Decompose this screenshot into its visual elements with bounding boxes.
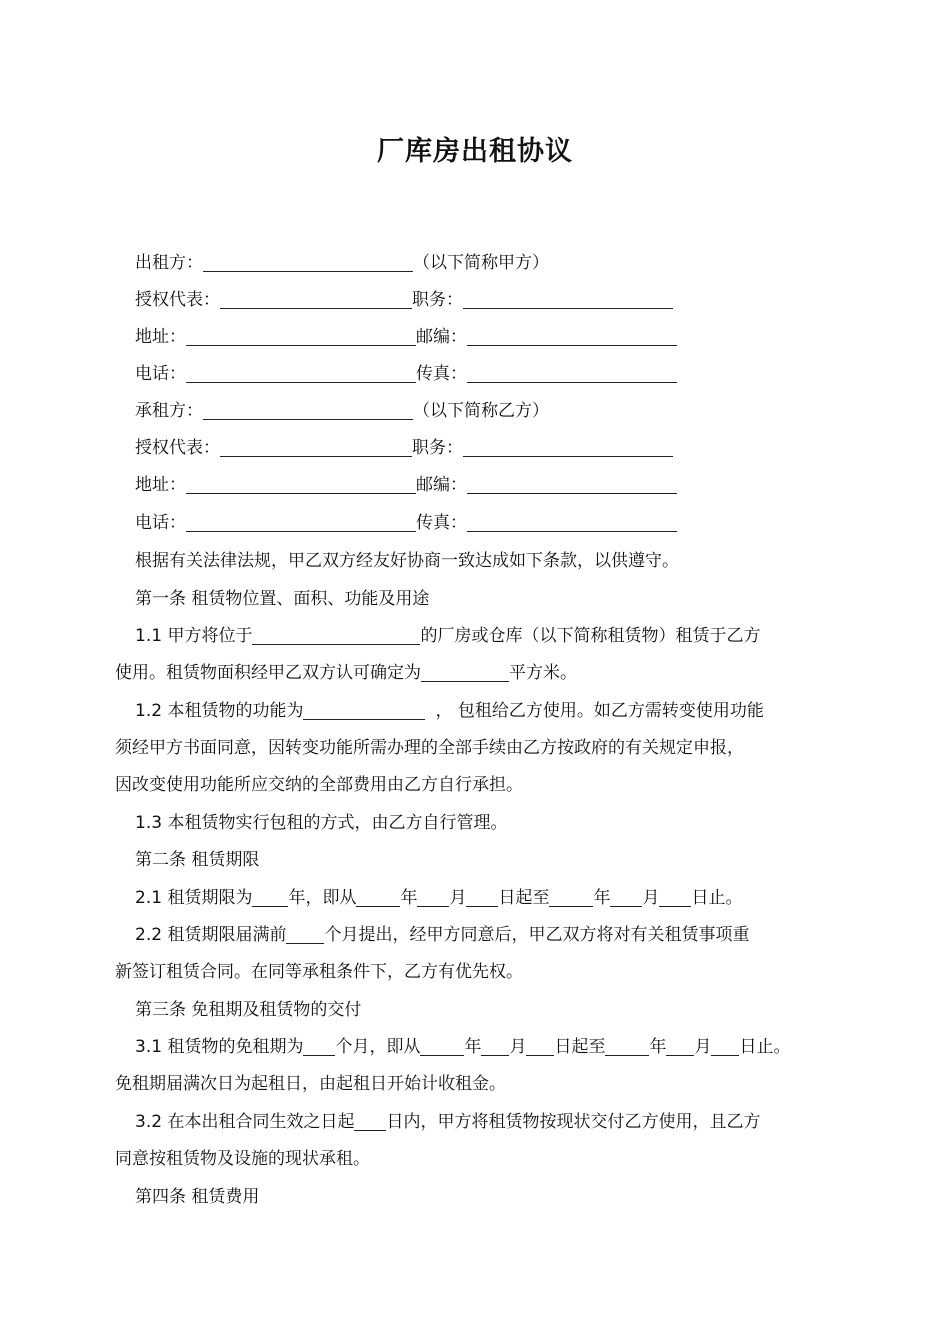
- clause-text: 日起至: [498, 888, 550, 908]
- lessee-phone-row: [135, 509, 677, 537]
- clause-text: 1.2 本租赁物的功能为: [135, 701, 304, 721]
- position-label: 职务：: [412, 290, 463, 310]
- clause-text: 月: [449, 888, 467, 908]
- phone-label: 电话：: [135, 364, 186, 384]
- lessee-note: （以下简称乙方）: [413, 401, 549, 421]
- end-day-blank: [659, 888, 691, 907]
- delivery-days-blank: [354, 1112, 386, 1131]
- clause-text: 月: [642, 888, 660, 908]
- free-end-year-blank: [605, 1037, 649, 1056]
- position-blank: [463, 438, 673, 457]
- clause-text: 3.2 在本出租合同生效之日起: [135, 1112, 355, 1132]
- lessee-rep-row: [135, 434, 673, 462]
- clause-text: 年，即从: [288, 888, 357, 908]
- address-blank: [186, 327, 416, 346]
- clause-text: 日止。: [691, 888, 743, 908]
- article-1-title: 第一条 租赁物位置、面积、功能及用途: [135, 589, 430, 609]
- document-title: 厂库房出租协议: [377, 136, 573, 167]
- end-year-blank: [549, 888, 593, 907]
- area-blank: [421, 663, 509, 682]
- free-end-day-blank: [711, 1037, 739, 1056]
- address-blank: [186, 475, 416, 494]
- lessee-label: 承租方：: [135, 401, 203, 421]
- fax-blank: [467, 513, 677, 532]
- clause-text: 使用。租赁物面积经甲乙双方认可确定为: [115, 663, 421, 683]
- rep-label: 授权代表：: [135, 438, 220, 458]
- clause-text: 个月，即从: [335, 1037, 421, 1057]
- clause-text: 月: [509, 1037, 527, 1057]
- clause-text: 3.1 租赁物的免租期为: [135, 1037, 304, 1057]
- lessor-phone-row: [135, 360, 677, 388]
- postcode-label: 邮编：: [416, 475, 467, 495]
- clause-text: 个月提出，经甲方同意后，甲乙双方将对有关租赁事项重: [324, 925, 750, 945]
- fax-blank: [467, 364, 677, 383]
- clause-text: 2.1 租赁期限为: [135, 888, 253, 908]
- lessee-address-row: [135, 471, 677, 499]
- start-month-blank: [417, 888, 449, 907]
- postcode-blank: [467, 327, 677, 346]
- postcode-label: 邮编：: [416, 327, 467, 347]
- lessor-note: （以下简称甲方）: [413, 253, 549, 273]
- term-years-blank: [252, 888, 288, 907]
- lessor-label: 出租方：: [135, 253, 203, 273]
- lessor-rep-row: [135, 286, 673, 314]
- clause-text: 的厂房或仓库（以下简称租赁物）租赁于乙方: [420, 626, 761, 646]
- clause-1-1-line-1: [135, 622, 760, 650]
- clause-text: 月: [694, 1037, 712, 1057]
- phone-blank: [186, 513, 416, 532]
- address-label: 地址：: [135, 327, 186, 347]
- free-months-blank: [303, 1037, 335, 1056]
- clause-3-1-line-1: [135, 1033, 790, 1061]
- months-blank: [286, 925, 324, 944]
- clause-text: 日内，甲方将租赁物按现状交付乙方使用，且乙方: [386, 1112, 761, 1132]
- fax-label: 传真：: [416, 513, 467, 533]
- clause-1-3: 1.3 本租赁物实行包租的方式，由乙方自行管理。: [135, 813, 508, 833]
- clause-1-1-line-2: [115, 659, 577, 687]
- lessor-blank: [203, 253, 413, 272]
- lessor-address-row: [135, 323, 677, 351]
- clause-text: 日起至: [554, 1037, 606, 1057]
- clause-3-2-line-2: 同意按租赁物及设施的现状承租。: [115, 1149, 370, 1169]
- article-4-title: 第四条 租赁费用: [135, 1187, 260, 1207]
- phone-label: 电话：: [135, 513, 186, 533]
- end-month-blank: [610, 888, 642, 907]
- rep-blank: [220, 438, 412, 457]
- free-end-month-blank: [666, 1037, 694, 1056]
- lessee-blank: [203, 401, 413, 420]
- start-year-blank: [356, 888, 400, 907]
- clause-1-2-line-1: [135, 697, 764, 725]
- clause-text: 年: [593, 888, 611, 908]
- address-label: 地址：: [135, 475, 186, 495]
- preamble: 根据有关法律法规，甲乙双方经友好协商一致达成如下条款，以供遵守。: [135, 551, 679, 571]
- article-2-title: 第二条 租赁期限: [135, 850, 260, 870]
- clause-text: 1.1 甲方将位于: [135, 626, 253, 646]
- free-start-day-blank: [526, 1037, 554, 1056]
- clause-text: 平方米。: [509, 663, 577, 683]
- clause-3-1-line-2: 免租期届满次日为起租日，由起租日开始计收租金。: [115, 1074, 506, 1094]
- postcode-blank: [467, 475, 677, 494]
- article-3-title: 第三条 免租期及租赁物的交付: [135, 1000, 362, 1020]
- clause-2-2-line-2: 新签订租赁合同。在同等承租条件下，乙方有优先权。: [115, 962, 523, 982]
- fax-label: 传真：: [416, 364, 467, 384]
- lessor-row: [135, 249, 549, 277]
- clause-text: ， 包租给乙方使用。如乙方需转变使用功能: [435, 701, 764, 721]
- location-blank: [252, 626, 420, 645]
- rep-label: 授权代表：: [135, 290, 220, 310]
- phone-blank: [186, 364, 416, 383]
- clause-2-1: [135, 884, 742, 912]
- rep-blank: [220, 290, 412, 309]
- position-blank: [463, 290, 673, 309]
- position-label: 职务：: [412, 438, 463, 458]
- clause-text: 年: [464, 1037, 482, 1057]
- clause-1-2-line-3: 因改变使用功能所应交纳的全部费用由乙方自行承担。: [115, 775, 523, 795]
- clause-1-2-line-2: 须经甲方书面同意，因转变功能所需办理的全部手续由乙方按政府的有关规定申报，: [115, 738, 744, 758]
- clause-text: 年: [400, 888, 418, 908]
- clause-text: 年: [649, 1037, 667, 1057]
- clause-text: 2.2 租赁期限届满前: [135, 925, 287, 945]
- free-start-month-blank: [481, 1037, 509, 1056]
- clause-text: 日止。: [739, 1037, 791, 1057]
- start-day-blank: [466, 888, 498, 907]
- clause-3-2-line-1: [135, 1108, 760, 1136]
- function-blank: [303, 701, 425, 720]
- free-start-year-blank: [420, 1037, 464, 1056]
- clause-2-2-line-1: [135, 921, 749, 949]
- lessee-row: [135, 397, 549, 425]
